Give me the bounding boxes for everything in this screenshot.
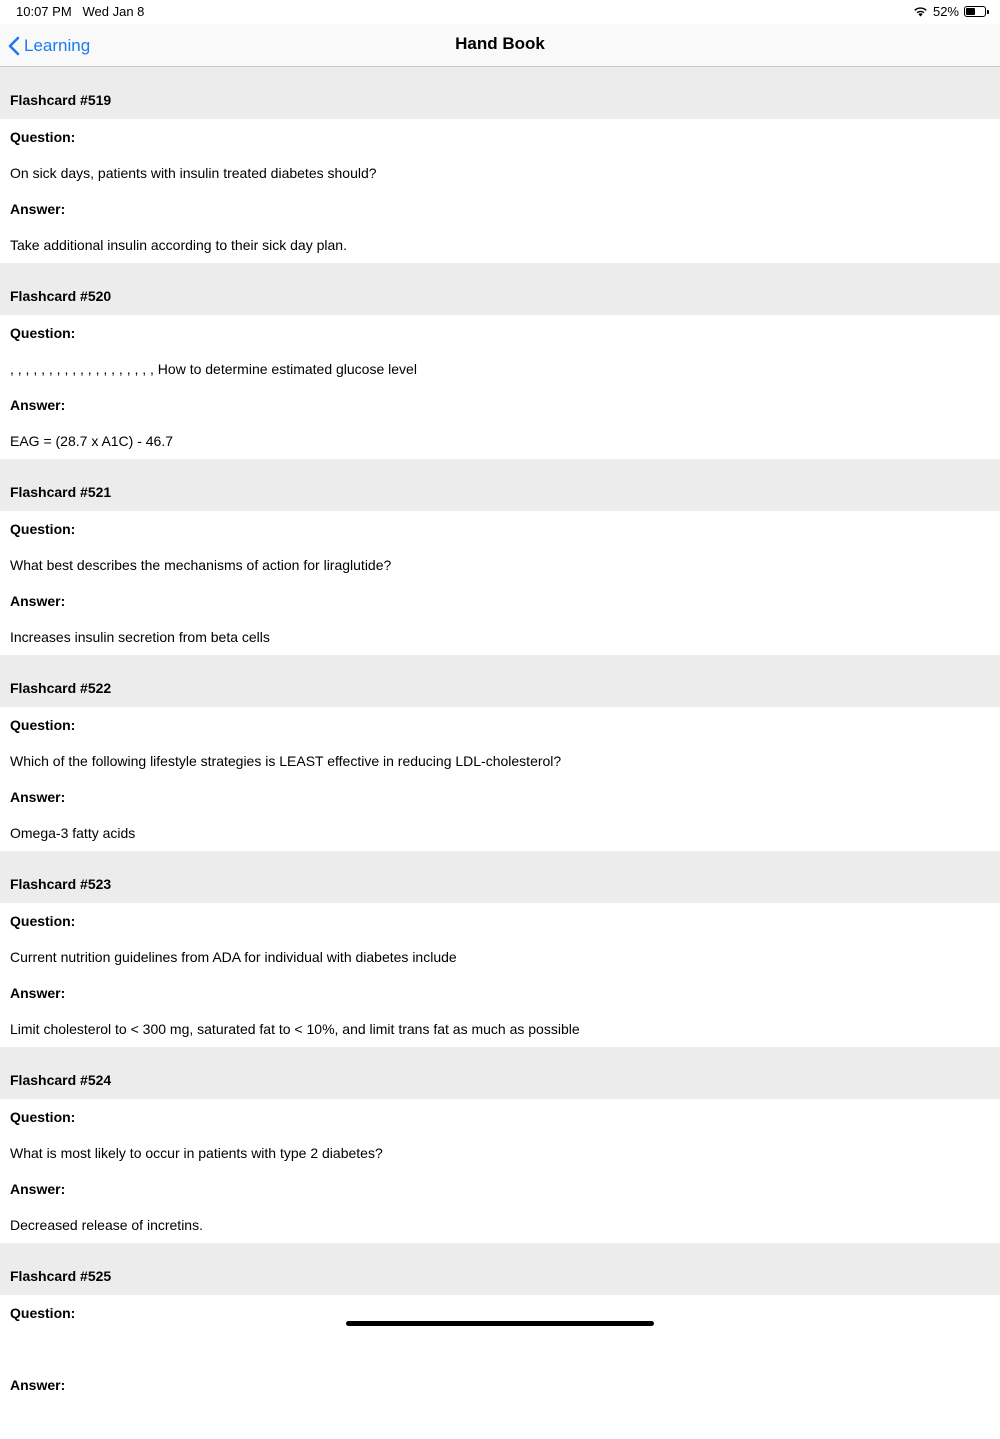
answer-text: Increases insulin secretion from beta cells — [10, 629, 270, 645]
flashcard-title: Flashcard #519 — [0, 67, 1000, 119]
status-date: Wed Jan 8 — [82, 4, 145, 19]
answer-label: Answer: — [10, 789, 66, 805]
question-label: Question: — [10, 129, 76, 145]
question-text — [0, 1331, 1000, 1367]
status-time — [16, 4, 144, 19]
battery-percent: 52% — [932, 4, 959, 19]
navigation-bar — [0, 24, 1000, 67]
flashcard-title: Flashcard #522 — [0, 655, 1000, 707]
status-clock: 10:07 PM — [16, 4, 72, 19]
battery-fill — [966, 8, 975, 15]
question-text: Which of the following lifestyle strategies is LEAST effective in reducing LDL-cholesterol? — [10, 753, 562, 769]
answer-label: Answer: — [10, 1181, 66, 1197]
status-bar — [0, 0, 1000, 24]
answer-label: Answer: — [10, 985, 66, 1001]
flashcard-title: Flashcard #520 — [0, 263, 1000, 315]
question-label: Question: — [10, 913, 76, 929]
question-text: , , , , , , , , , , , , , , , , , , , How to determine estimated glucose level — [10, 361, 417, 377]
question-label: Question: — [10, 521, 76, 537]
flashcard-title: Flashcard #523 — [0, 851, 1000, 903]
home-indicator[interactable] — [346, 1321, 654, 1326]
question-label: Question: — [10, 1305, 76, 1321]
question-label: Question: — [10, 717, 76, 733]
answer-text: Omega-3 fatty acids — [10, 825, 136, 841]
answer-text: EAG = (28.7 x A1C) - 46.7 — [10, 433, 174, 449]
answer-label: Answer: — [10, 201, 66, 217]
flashcard-list[interactable] — [0, 67, 1000, 1439]
question-text: What is most likely to occur in patients with type 2 diabetes? — [10, 1145, 383, 1161]
answer-text: Limit cholesterol to < 300 mg, saturated fat to < 10%, and limit trans fat as much as possible — [10, 1021, 580, 1037]
flashcard-title: Flashcard #525 — [0, 1243, 1000, 1295]
question-label: Question: — [10, 325, 76, 341]
answer-label: Answer: — [10, 1377, 66, 1393]
status-indicators — [913, 4, 986, 19]
flashcard-title: Flashcard #521 — [0, 459, 1000, 511]
answer-text: Decreased release of incretins. — [10, 1217, 203, 1233]
back-button-label: Learning — [24, 36, 91, 55]
question-text: What best describes the mechanisms of action for liraglutide? — [10, 557, 392, 573]
page-title: Hand Book — [455, 34, 545, 53]
question-label: Question: — [10, 1109, 76, 1125]
answer-text: Take additional insulin according to their sick day plan. — [10, 237, 347, 253]
answer-label: Answer: — [10, 397, 66, 413]
battery-icon — [964, 6, 986, 17]
flashcard-title: Flashcard #524 — [0, 1047, 1000, 1099]
question-text: Current nutrition guidelines from ADA for individual with diabetes include — [10, 949, 457, 965]
answer-label: Answer: — [10, 593, 66, 609]
battery-tip — [987, 10, 989, 14]
question-text: On sick days, patients with insulin treated diabetes should? — [10, 165, 377, 181]
wifi-icon — [913, 6, 928, 17]
answer-text — [0, 1403, 1000, 1439]
